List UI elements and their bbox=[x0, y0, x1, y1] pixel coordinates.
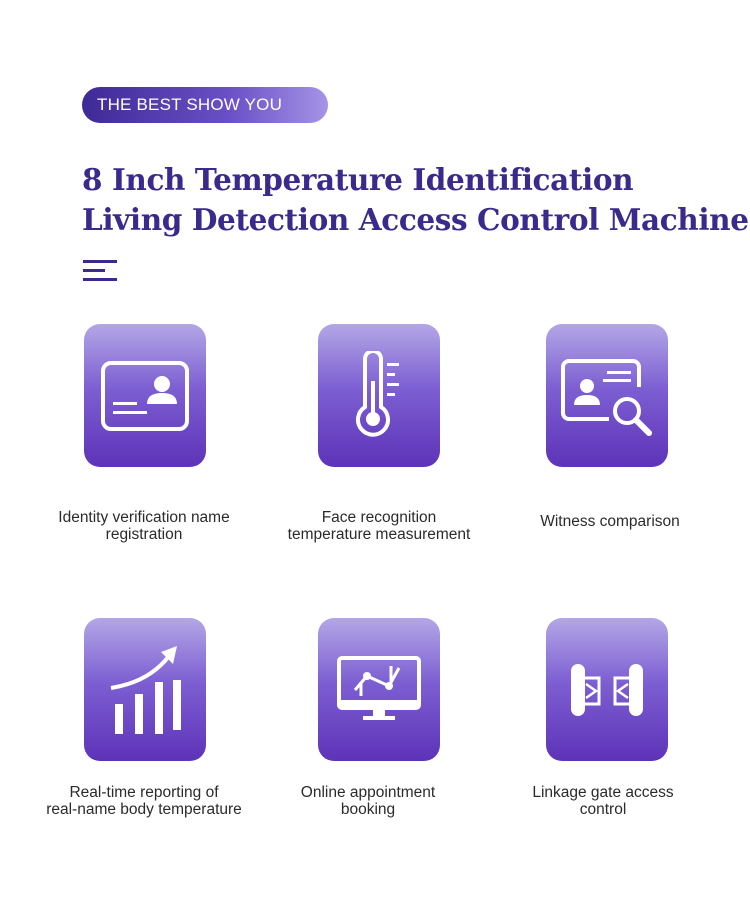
gate-icon bbox=[567, 660, 647, 720]
label-line: Linkage gate access bbox=[532, 784, 674, 801]
page-title-line-1: 8 Inch Temperature Identification bbox=[82, 162, 634, 197]
label-line: Witness comparison bbox=[540, 513, 680, 530]
feature-card-thermometer bbox=[318, 324, 440, 467]
label-line: Online appointment bbox=[300, 784, 436, 801]
bar-chart-arrow-icon bbox=[105, 642, 185, 738]
menu-lines-icon bbox=[83, 260, 117, 282]
page-title-line-2: Living Detection Access Control Machine bbox=[82, 202, 749, 237]
feature-card-reporting bbox=[84, 618, 206, 761]
feature-card-witness bbox=[546, 324, 668, 467]
label-line: Face recognition bbox=[321, 509, 437, 526]
label-line: control bbox=[579, 801, 627, 818]
monitor-chart-icon bbox=[335, 654, 423, 726]
feature-label-reporting bbox=[14, 784, 274, 818]
section-tag: THE BEST SHOW YOU bbox=[82, 87, 328, 123]
thermometer-icon bbox=[349, 351, 409, 441]
feature-label-appointment bbox=[248, 784, 488, 818]
feature-card-gate bbox=[546, 618, 668, 761]
feature-card-appointment bbox=[318, 618, 440, 761]
label-line: registration bbox=[105, 526, 183, 543]
label-line: Identity verification name bbox=[58, 509, 230, 526]
witness-search-icon bbox=[557, 353, 657, 439]
feature-card-identity bbox=[84, 324, 206, 467]
id-card-icon bbox=[100, 360, 190, 432]
label-line: real-name body temperature bbox=[46, 801, 242, 818]
label-line: booking bbox=[340, 801, 396, 818]
label-line: temperature measurement bbox=[287, 526, 471, 543]
feature-label-identity bbox=[24, 509, 264, 543]
page-title bbox=[82, 160, 749, 240]
label-line: Real-time reporting of bbox=[69, 784, 219, 801]
feature-label-gate bbox=[483, 784, 723, 818]
feature-label-thermometer bbox=[259, 509, 499, 543]
feature-label-witness bbox=[490, 513, 730, 530]
